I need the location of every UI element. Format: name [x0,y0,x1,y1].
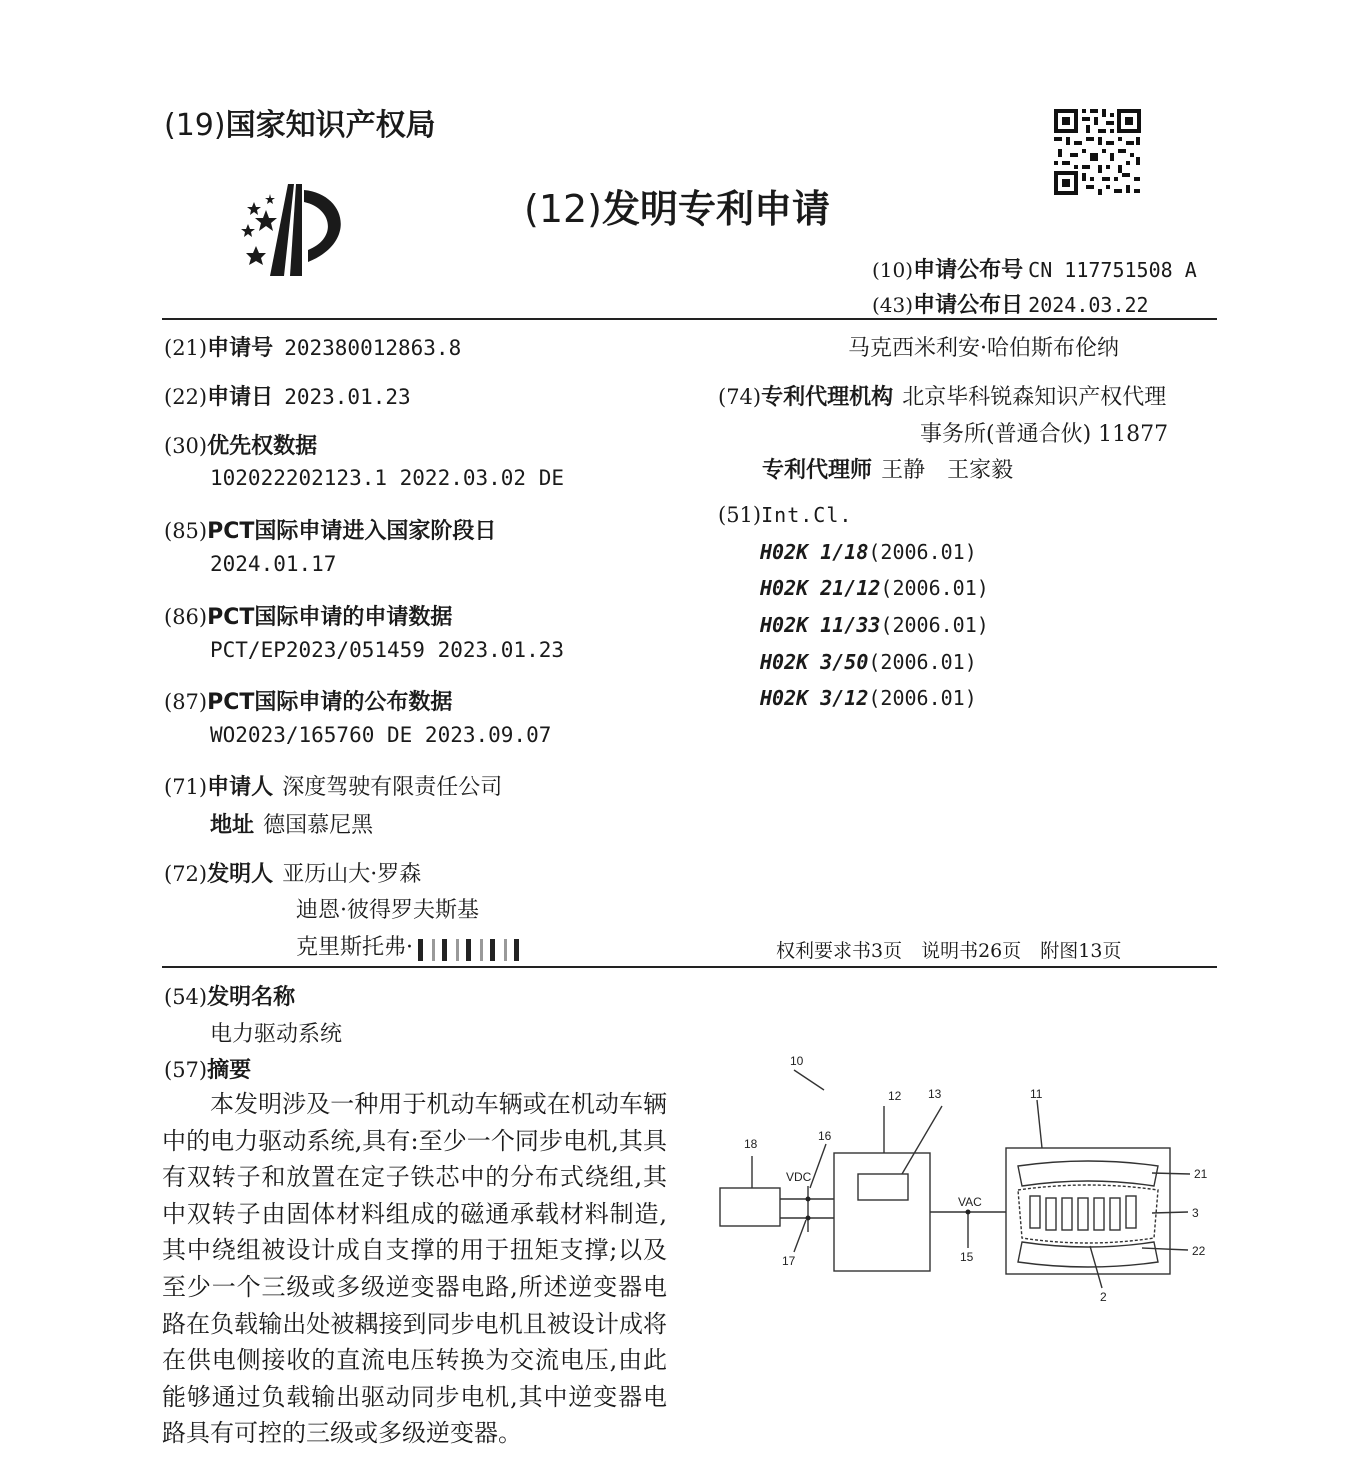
doc-type-label: 发明专利申请 [602,187,831,231]
rotor-inner-arc [1018,1242,1158,1267]
title-label-line [164,980,295,1011]
application-date-line [164,380,411,411]
redaction-mark [418,939,526,961]
ipc-version: (2006.01) [868,540,977,564]
field-code: (21) [164,336,208,360]
ipc-row [760,540,977,564]
invention-title: 电力驱动系统 [210,1022,343,1047]
figure-label-11: 11 [1030,1087,1043,1101]
pct-pub-label: PCT国际申请的公布数据 [207,690,453,715]
header-divider [162,318,1217,320]
figure-label-16: 16 [818,1129,832,1143]
agency-line [718,380,1166,411]
pct-entry-label-line [164,514,496,545]
ipc-version: (2006.01) [880,576,989,600]
power-source-box [720,1188,780,1226]
ipc-class: H02K 1/18 [760,540,869,564]
field-code: (85) [164,519,208,543]
applicant-name: 深度驾驶有限责任公司 [282,775,503,800]
field-code: (54) [164,985,208,1009]
ipc-version: (2006.01) [868,650,977,674]
office-name: 国家知识产权局 [225,108,436,143]
app-date-label: 申请日 [207,385,274,410]
pct-app-label-line [164,600,452,631]
address-label: 地址 [210,813,255,838]
applicant-label: 申请人 [207,775,274,800]
figure-label-vac: VAC [958,1195,982,1209]
star-icon [265,194,275,204]
abstract-paragraph: 本发明涉及一种用于机动车辆或在机动车辆中的电力驱动系统,具有:至少一个同步电机,其具有双转子和放置在定子铁芯中的分布式绕组,其中双转子由固体材料组成的磁通承载材料制造,其中绕组被设计成自支撑的用于扭矩支撑;以及至少一个三级或多级逆变器电路,所述逆变器电路在负载输出处被耦接到同步电机且被设计成将在供电侧接收的直流电压转换为交流电压,由此能够通过负载输出驱动同步电机,其中逆变器电路具有可控的三级或多级逆变器。 [162,1090,667,1448]
inventor-name: 亚历山大·罗森 [282,862,422,887]
star-icon [246,246,266,265]
doc-type-code: (12) [524,187,603,231]
address-value: 德国慕尼黑 [263,813,374,838]
pct-pub-data: WO2023/165760 DE 2023.09.07 [210,723,552,747]
publication-number: CN 117751508 A [1028,258,1197,282]
publication-date: 2024.03.22 [1028,293,1149,317]
title-label: 发明名称 [207,985,296,1010]
figure-label-22: 22 [1192,1244,1206,1258]
priority-label: 优先权数据 [207,434,318,459]
pct-pub-label-line [164,685,452,716]
application-number-line [164,331,461,362]
ipc-version: (2006.01) [880,613,989,637]
star-icon [255,210,277,231]
field-code: (51) [718,503,762,527]
inventor-name: 克里斯托弗· [296,935,413,960]
figure-label-18: 18 [744,1137,758,1151]
intcl-line [718,503,852,527]
inventor-label: 发明人 [207,862,274,887]
page-counts: 权利要求书3页 说明书26页 附图13页 [776,940,1122,962]
rotor-outer-arc [1018,1161,1158,1186]
address-line [210,808,373,839]
qr-code [1052,107,1143,197]
inverter-box [834,1153,930,1271]
field-code: (22) [164,385,208,409]
pub-no-label: 申请公布号 [913,258,1024,283]
figure-label-12: 12 [888,1089,902,1103]
ipc-class: H02K 21/12 [760,576,881,600]
pct-entry-label: PCT国际申请进入国家阶段日 [207,519,497,544]
intcl-label: Int.Cl. [761,503,853,527]
figure-label-10: 10 [790,1054,804,1068]
inventor-name: 迪恩·彼得罗夫斯基 [296,898,479,923]
pct-app-label: PCT国际申请的申请数据 [207,605,453,630]
inventor-continued: 马克西米利安·哈伯斯布伦纳 [848,336,1119,361]
priority-data: 102022202123.1 2022.03.02 DE [210,466,565,490]
field-code: (57) [164,1058,208,1082]
representative-figure [712,1048,1222,1308]
pct-app-data: PCT/EP2023/051459 2023.01.23 [210,638,565,662]
figure-label-21: 21 [1194,1167,1208,1181]
applicant-line [164,770,502,801]
cnipa-logo [228,180,353,280]
application-number: 202380012863.8 [284,336,462,360]
biblio-divider [162,966,1217,968]
agent-line [762,453,1013,484]
field-code: (87) [164,690,208,714]
priority-label-line [164,429,317,460]
pub-no-code: (10) [872,258,914,282]
office-header [164,100,436,144]
ipc-row [760,686,977,710]
abstract-text [162,1086,667,1452]
pub-date-label: 申请公布日 [913,293,1024,318]
star-icon [247,202,261,215]
field-code: (72) [164,862,208,886]
field-code: (86) [164,605,208,629]
figure-label-15: 15 [960,1250,974,1264]
logo-arc [304,190,341,262]
pub-date-code: (43) [872,293,914,317]
ipc-row [760,576,989,600]
agent-label: 专利代理师 [762,458,873,483]
ipc-class: H02K 3/12 [760,686,869,710]
logo-stroke-left [270,184,294,276]
agency-name: 北京毕科锐森知识产权代理 [902,385,1167,410]
agency-name-cont: 事务所(普通合伙) 11877 [920,422,1169,447]
figure-label-13: 13 [928,1087,942,1101]
application-date: 2023.01.23 [284,385,411,409]
abstract-label: 摘要 [207,1058,252,1083]
ipc-class: H02K 11/33 [760,613,881,637]
ipc-class: H02K 3/50 [760,650,869,674]
app-no-label: 申请号 [207,336,274,361]
pct-entry-date: 2024.01.17 [210,552,337,576]
document-type [524,178,830,233]
star-icon [241,224,255,237]
ipc-row [760,650,977,674]
ipc-version: (2006.01) [868,686,977,710]
ipc-row [760,613,989,637]
publication-date-line [872,288,1149,319]
figure-label-17: 17 [782,1254,796,1268]
publication-number-line [872,253,1197,284]
field-code: (74) [718,385,762,409]
figure-label-2: 2 [1100,1290,1107,1304]
abstract-label-line [164,1053,251,1084]
inventor-name-redacted [296,930,526,961]
figure-label-vdc: VDC [786,1170,812,1184]
figure-label-3: 3 [1192,1206,1199,1220]
agent-names: 王静 王家毅 [881,458,1014,483]
inverter-inner-box [858,1174,908,1200]
agency-label: 专利代理机构 [761,385,894,410]
field-code: (71) [164,775,208,799]
inventor-line [164,857,421,888]
field-code: (30) [164,434,208,458]
office-code: (19) [164,108,226,143]
